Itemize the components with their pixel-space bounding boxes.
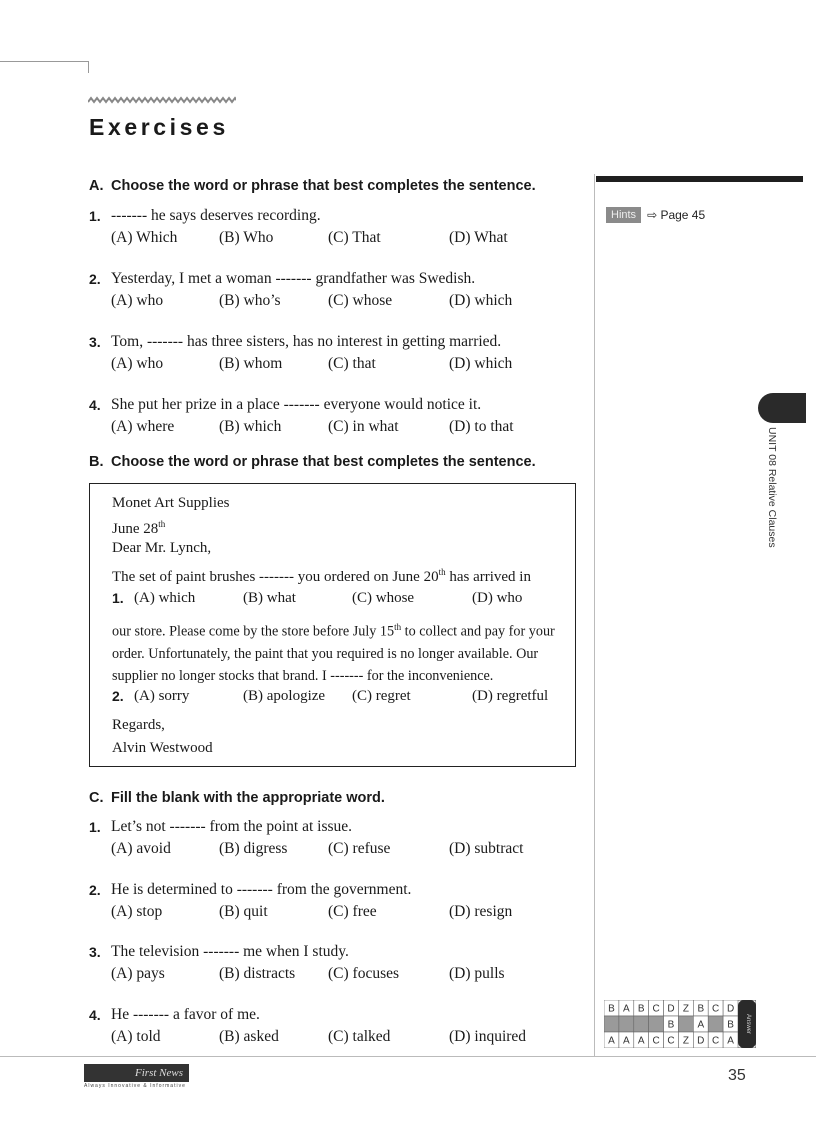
- option[interactable]: (D) who: [472, 590, 523, 606]
- letter-signature: Alvin Westwood: [112, 740, 213, 756]
- options-row: [111, 353, 569, 375]
- crop-mark-horizontal: [0, 61, 88, 62]
- option[interactable]: (C) that: [328, 355, 376, 372]
- options-row: [111, 290, 569, 312]
- answer-cell: [604, 1016, 619, 1032]
- option[interactable]: (B) which: [219, 418, 282, 435]
- answer-cell: [634, 1016, 649, 1032]
- options-row: [111, 416, 569, 438]
- option[interactable]: (B) distracts: [219, 965, 296, 982]
- question-number: 3.: [89, 944, 101, 960]
- page-number: 35: [728, 1067, 746, 1084]
- answer-cell-text: B: [608, 1003, 615, 1015]
- option[interactable]: (D) which: [449, 292, 513, 309]
- option[interactable]: (D) pulls: [449, 965, 505, 982]
- option[interactable]: (C) regret: [352, 688, 411, 704]
- publisher-tagline: Always Innovative & Informative: [84, 1083, 186, 1089]
- option[interactable]: (D) resign: [449, 903, 513, 920]
- option[interactable]: (B) who’s: [219, 292, 281, 309]
- option[interactable]: (A) who: [111, 292, 164, 309]
- answer-cell-text: C: [667, 1035, 675, 1047]
- option[interactable]: (D) What: [449, 229, 508, 246]
- option[interactable]: (D) regretful: [472, 688, 549, 704]
- answer-key: [604, 1000, 756, 1048]
- question-3: [89, 331, 569, 375]
- footer-rule: [0, 1056, 816, 1057]
- question-number: 1.: [89, 208, 101, 224]
- letter-line-1: The set of paint brushes ------- you ordered on June 20th has arrived in: [112, 567, 531, 585]
- question-number: 1.: [89, 819, 101, 835]
- question-1: [89, 205, 569, 249]
- section-a-instruction: Choose the word or phrase that best completes the sentence.: [111, 178, 536, 194]
- crop-mark-vertical: [88, 61, 89, 73]
- section-a-letter: A.: [89, 178, 104, 194]
- option[interactable]: (B) apologize: [243, 688, 326, 704]
- option[interactable]: (B) digress: [219, 840, 288, 857]
- option[interactable]: (A) stop: [111, 903, 163, 920]
- question-stem: Yesterday, I met a woman ------- grandfather was Swedish.: [111, 270, 476, 287]
- letter-paragraph: our store. Please come by the store before July 15th to collect and pay for your order. Unfortunately, the paint that you required is no longer available. Our supplier no longer stocks that brand. I ------- for the inconvenience.: [112, 622, 555, 684]
- sidebar-divider: [594, 174, 595, 1056]
- question-number: 2.: [112, 688, 124, 704]
- option[interactable]: (C) whose: [352, 590, 415, 606]
- answer-cell-text: A: [727, 1035, 734, 1047]
- option[interactable]: (A) where: [111, 418, 175, 435]
- option[interactable]: (A) Which: [111, 229, 178, 246]
- question-stem: The television ------- me when I study.: [111, 943, 349, 960]
- answer-cell: [708, 1016, 723, 1032]
- option[interactable]: (C) focuses: [328, 965, 400, 982]
- section-b-letter: B.: [89, 454, 104, 470]
- letter-company: Monet Art Supplies: [112, 495, 230, 511]
- answer-label: Answer: [745, 1013, 751, 1035]
- question-4: [89, 394, 569, 438]
- page-title: Exercises: [89, 114, 229, 140]
- option[interactable]: (C) That: [328, 229, 381, 246]
- option[interactable]: (C) talked: [328, 1028, 391, 1045]
- hints-reference[interactable]: [606, 206, 705, 224]
- answer-cell-text: C: [652, 1003, 660, 1015]
- answer-cell-text: A: [608, 1035, 615, 1047]
- option[interactable]: (B) quit: [219, 903, 268, 920]
- question-2: [89, 268, 569, 312]
- option[interactable]: (B) Who: [219, 229, 274, 246]
- hints-page: ⇨ Page 45: [647, 208, 706, 222]
- answer-cell-text: A: [637, 1035, 645, 1047]
- question-2: [89, 879, 569, 923]
- question-stem: She put her prize in a place ------- everyone would notice it.: [111, 396, 482, 413]
- option[interactable]: (A) pays: [111, 965, 165, 982]
- question-stem: ------- he says deserves recording.: [111, 207, 321, 224]
- answer-cell-text: C: [652, 1035, 660, 1047]
- options-row: [111, 838, 569, 860]
- option[interactable]: (A) sorry: [134, 688, 190, 704]
- options-row: [111, 901, 569, 923]
- answer-cell-text: A: [622, 1035, 630, 1047]
- answer-cell-text: B: [637, 1003, 645, 1015]
- question-1: [89, 816, 569, 860]
- answer-cell-text: A: [697, 1019, 705, 1031]
- answer-cell: [678, 1016, 693, 1032]
- answer-cell-text: D: [726, 1003, 735, 1015]
- question-number: 2.: [89, 271, 101, 287]
- answer-cell: [619, 1016, 634, 1032]
- options-row: [111, 1026, 569, 1048]
- option[interactable]: (A) which: [134, 590, 196, 606]
- question-number: 4.: [89, 397, 101, 413]
- section-c-instruction: Fill the blank with the appropriate word.: [111, 790, 385, 806]
- section-b-instruction: Choose the word or phrase that best completes the sentence.: [111, 454, 536, 470]
- letter-salutation: Dear Mr. Lynch,: [112, 540, 212, 556]
- question-3: [89, 941, 569, 985]
- option[interactable]: (A) who: [111, 355, 164, 372]
- section-c-heading: [89, 790, 385, 806]
- section-c-letter: C.: [89, 790, 104, 806]
- answer-cell-text: D: [667, 1003, 675, 1015]
- letter-closing: Regards,: [112, 717, 165, 733]
- option[interactable]: (A) told: [111, 1028, 161, 1045]
- section-b-heading: [89, 454, 536, 470]
- option[interactable]: (C) in what: [328, 418, 399, 435]
- option[interactable]: (B) asked: [219, 1028, 279, 1045]
- answer-cell-text: Z: [682, 1035, 689, 1047]
- unit-tab: [758, 393, 806, 423]
- option[interactable]: (C) free: [328, 903, 377, 920]
- question-number: 2.: [89, 882, 101, 898]
- letter-question-2: [112, 688, 572, 710]
- answer-cell-text: C: [712, 1035, 720, 1047]
- question-stem: Let’s not ------- from the point at issue.: [111, 818, 353, 835]
- answer-cell-text: D: [697, 1035, 705, 1047]
- options-row: [111, 227, 569, 249]
- answer-cell-text: A: [622, 1003, 630, 1015]
- option[interactable]: (A) avoid: [111, 840, 171, 857]
- option[interactable]: (C) refuse: [328, 840, 391, 857]
- question-stem: He ------- a favor of me.: [111, 1006, 260, 1023]
- answer-cell-text: B: [667, 1019, 675, 1031]
- answer-cell: [649, 1016, 664, 1032]
- option[interactable]: (D) subtract: [449, 840, 524, 857]
- publisher-logo: First News: [84, 1064, 189, 1082]
- answer-cell-text: B: [697, 1003, 705, 1015]
- question-number: 3.: [89, 334, 101, 350]
- option[interactable]: (B) whom: [219, 355, 283, 372]
- answer-cell-text: C: [712, 1003, 720, 1015]
- sidebar-top-bar: [596, 176, 803, 182]
- option[interactable]: (D) which: [449, 355, 513, 372]
- option[interactable]: (D) to that: [449, 418, 514, 435]
- answer-cell-text: Z: [682, 1003, 689, 1015]
- letter-date: June 28th: [112, 519, 166, 537]
- unit-label: UNIT 08 Relative Clauses: [766, 427, 778, 548]
- options-row: [111, 963, 569, 985]
- question-number: 4.: [89, 1007, 101, 1023]
- option[interactable]: (C) whose: [328, 292, 393, 309]
- question-stem: Tom, ------- has three sisters, has no interest in getting married.: [111, 333, 502, 350]
- option[interactable]: (B) what: [243, 590, 296, 606]
- answer-cell-text: B: [727, 1019, 734, 1031]
- question-stem: He is determined to ------- from the government.: [111, 881, 412, 898]
- hints-badge: Hints: [606, 207, 641, 223]
- question-number: 1.: [112, 590, 124, 606]
- section-a-heading: [89, 178, 536, 194]
- letter-question-1: [112, 590, 572, 612]
- option[interactable]: (D) inquired: [449, 1028, 527, 1045]
- wave-decoration: [88, 96, 236, 106]
- question-4: [89, 1004, 569, 1048]
